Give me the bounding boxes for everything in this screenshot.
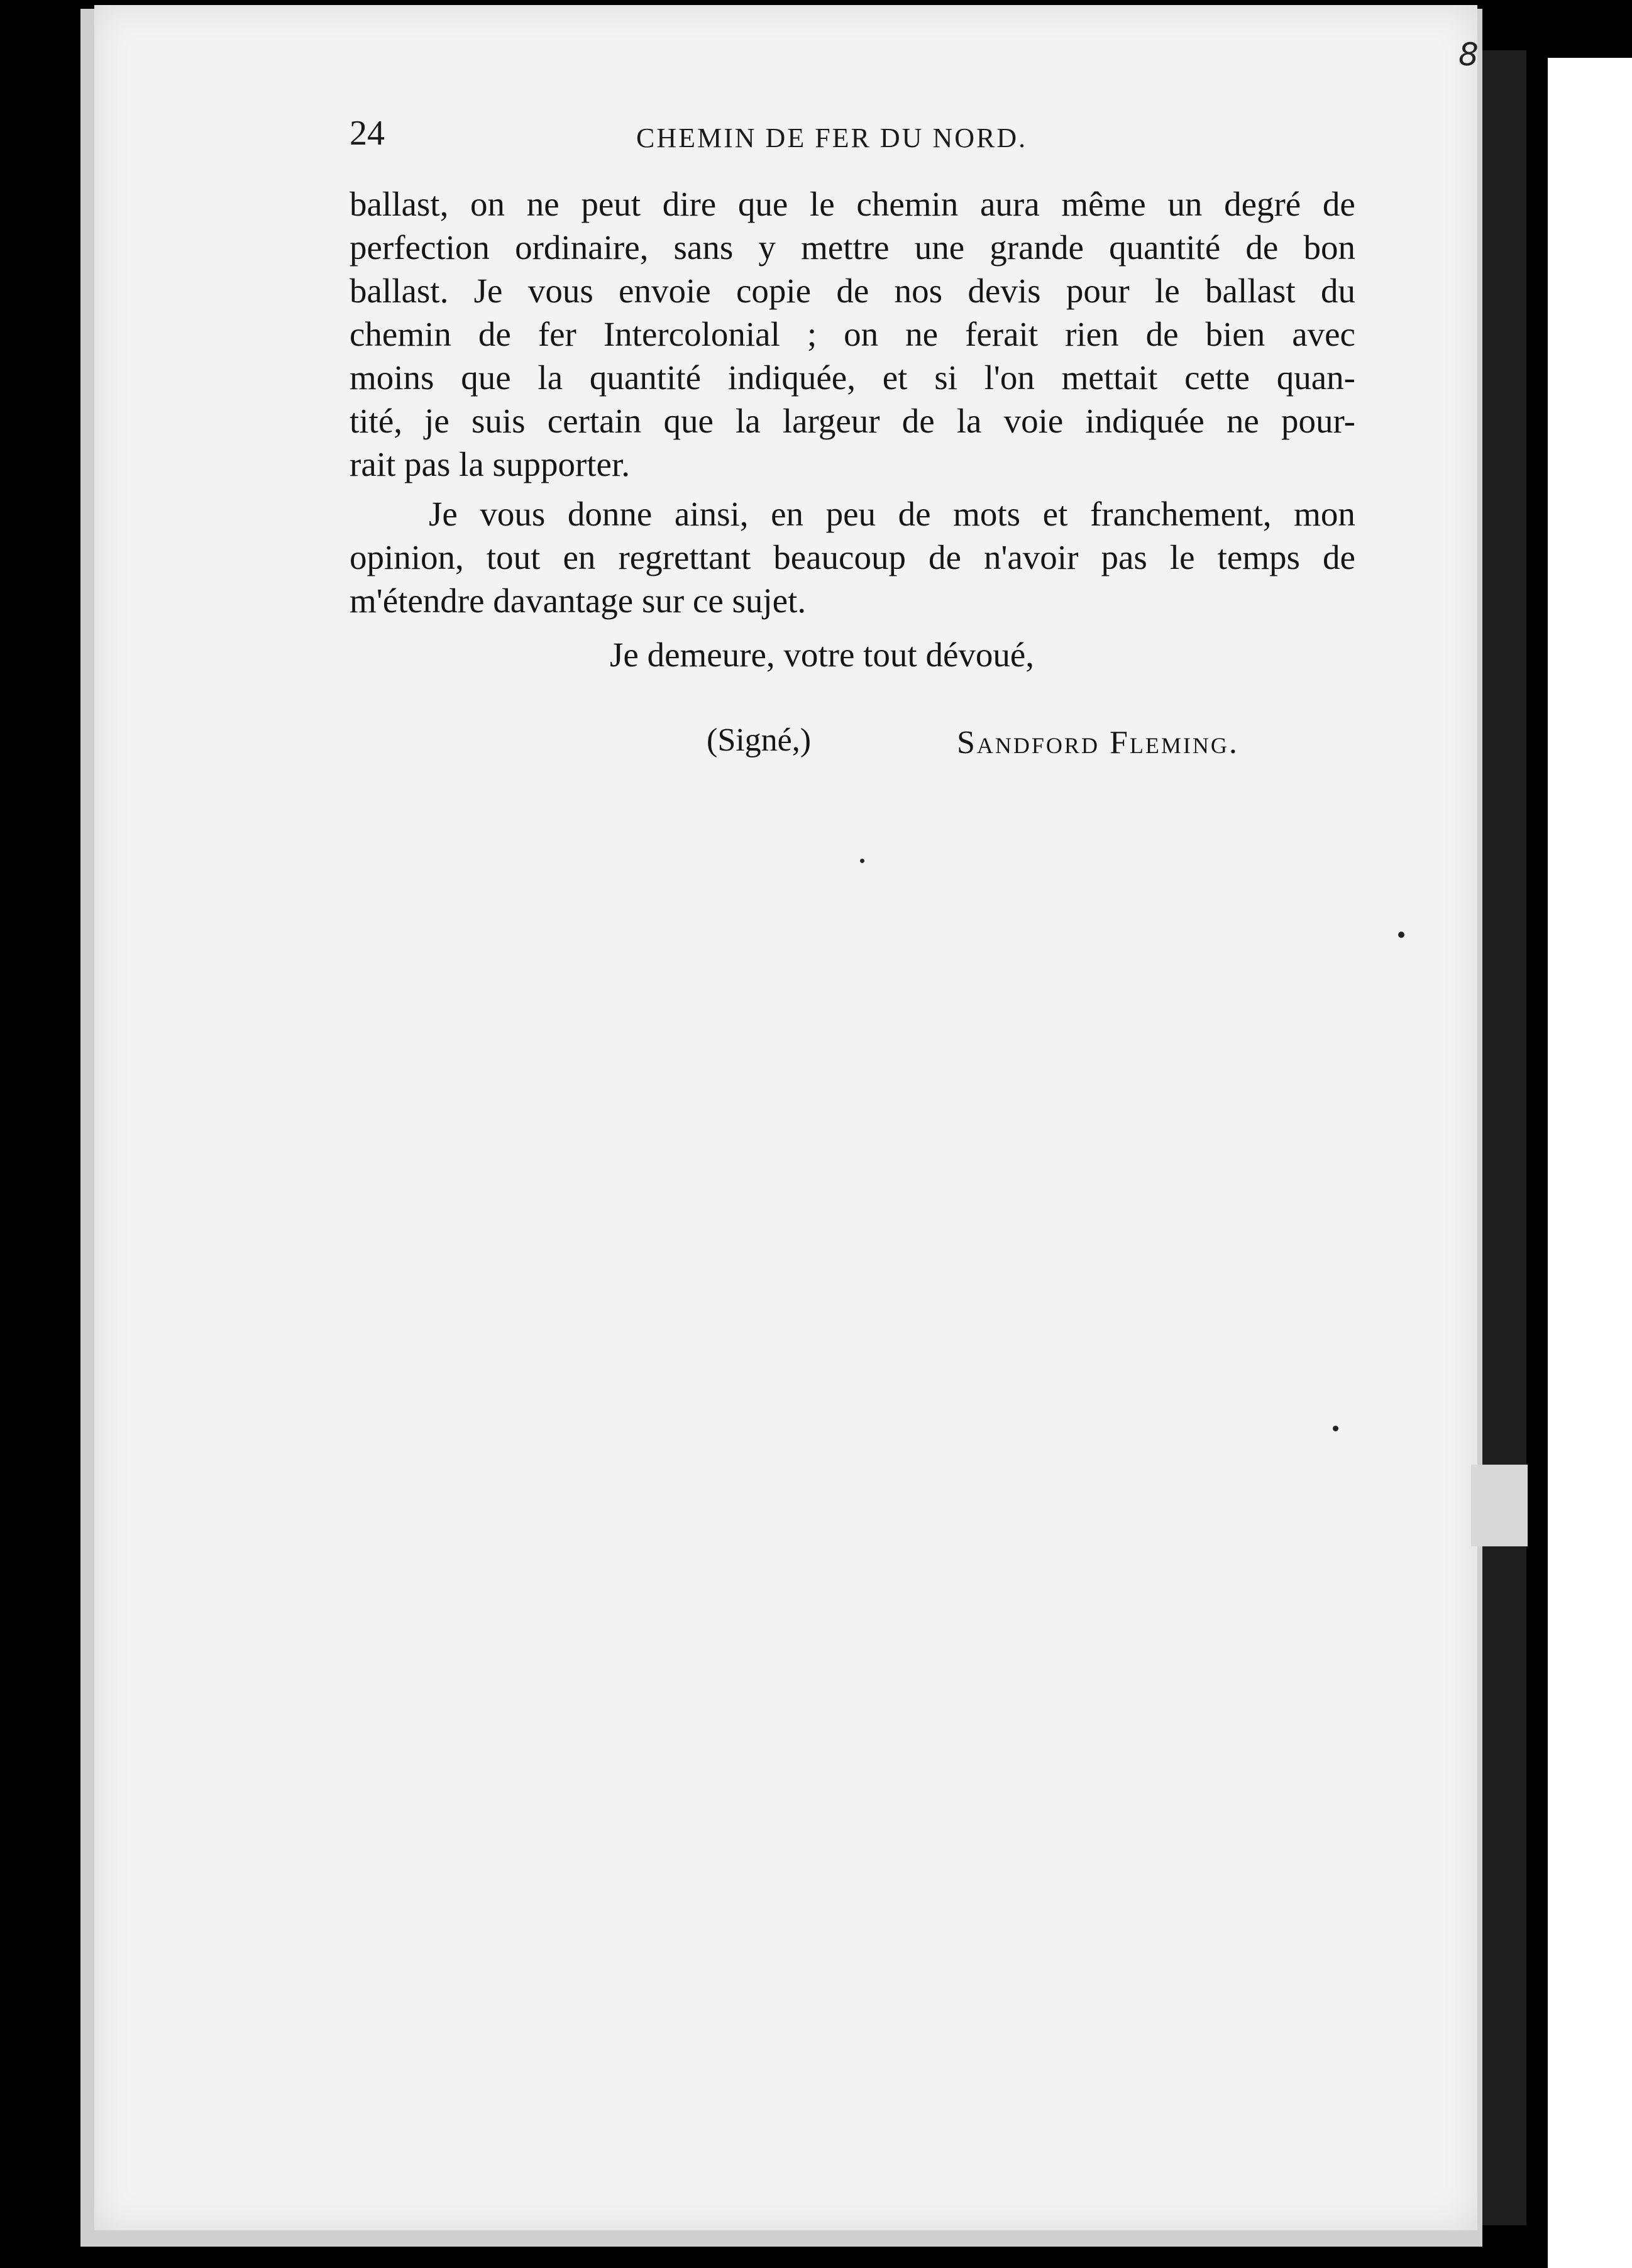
word: de <box>901 402 935 440</box>
word: ainsi, <box>674 495 749 533</box>
letter-body <box>350 182 1355 622</box>
word: envoie <box>619 272 711 310</box>
word: ferait <box>965 315 1039 353</box>
word: moins <box>350 358 434 397</box>
word: la <box>735 402 761 440</box>
word: le <box>1169 538 1195 576</box>
word: avec <box>1292 315 1355 353</box>
word: quantité <box>1109 228 1221 267</box>
word: de <box>1323 538 1355 576</box>
word: n'avoir <box>983 538 1079 576</box>
word: de <box>1245 228 1279 267</box>
word: la <box>538 358 563 397</box>
word: chemin <box>856 185 959 223</box>
word: le <box>1155 272 1180 310</box>
word: du <box>1320 272 1355 310</box>
page-header <box>350 113 1355 163</box>
word: pour <box>1066 272 1130 310</box>
word: je <box>424 402 449 440</box>
word: ballast. <box>350 272 449 310</box>
word: peut <box>581 185 641 223</box>
word: grande <box>990 228 1084 267</box>
word: ballast <box>1205 272 1296 310</box>
signature-block <box>350 722 1355 772</box>
word: y <box>758 228 776 267</box>
word: regrettant <box>618 538 751 576</box>
word: degré <box>1224 185 1301 223</box>
word: l'on <box>984 358 1035 397</box>
word: vous <box>527 272 593 310</box>
text-line <box>350 182 1355 226</box>
word: largeur <box>782 402 880 440</box>
word: sans <box>673 228 734 267</box>
word: mots <box>953 495 1021 533</box>
word: même <box>1061 185 1146 223</box>
text-line: m'étendre davantage sur ce sujet. <box>350 581 807 620</box>
outer-margin <box>1548 58 1632 2268</box>
word: tité, <box>350 402 403 440</box>
word: fer <box>538 315 576 353</box>
word: bon <box>1303 228 1355 267</box>
word: quan- <box>1276 358 1355 397</box>
word: si <box>934 358 957 397</box>
word: ne <box>1226 402 1259 440</box>
word: la <box>956 402 982 440</box>
word: tout <box>486 538 541 576</box>
paragraph-1 <box>350 182 1355 486</box>
word: de <box>1322 185 1355 223</box>
word: que <box>737 185 788 223</box>
word: temps <box>1217 538 1300 576</box>
text-line <box>350 536 1355 579</box>
scan-speck <box>1333 1426 1338 1431</box>
closing-line: Je demeure, votre tout dévoué, <box>610 636 1035 674</box>
word: de <box>478 315 511 353</box>
word: peu <box>825 495 876 533</box>
text-line <box>350 312 1355 356</box>
word: devis <box>968 272 1041 310</box>
word: ne <box>905 315 939 353</box>
word: pas <box>1101 538 1147 576</box>
word: pour- <box>1281 402 1355 440</box>
word: franchement, <box>1089 495 1272 533</box>
scan-speck <box>1398 932 1404 938</box>
signatory-name: Sandford Fleming. <box>957 725 1239 761</box>
word: mettre <box>801 228 890 267</box>
word: ; <box>807 315 817 353</box>
word: chemin <box>350 315 451 353</box>
word: on <box>844 315 879 353</box>
word: quantité <box>589 358 702 397</box>
word: certain <box>547 402 642 440</box>
scan-speck <box>860 859 864 863</box>
word: cette <box>1184 358 1250 397</box>
word: Intercolonial <box>603 315 780 353</box>
word: ballast, <box>350 185 449 223</box>
word: donne <box>567 495 653 533</box>
word: opinion, <box>350 538 464 576</box>
word: le <box>810 185 835 223</box>
word: mettait <box>1061 358 1158 397</box>
text-line <box>350 356 1355 399</box>
word: en <box>563 538 596 576</box>
word: suis <box>471 402 526 440</box>
word: voie <box>1003 402 1064 440</box>
word: vous <box>480 495 546 533</box>
word: perfection <box>350 228 490 267</box>
word: dire <box>662 185 717 223</box>
spine-tab <box>1471 1465 1528 1546</box>
word: nos <box>894 272 943 310</box>
text-line <box>350 226 1355 269</box>
text-line <box>350 399 1355 443</box>
word: un <box>1167 185 1203 223</box>
text-line <box>350 492 1355 536</box>
page-number: 24 <box>350 114 385 153</box>
word: beaucoup <box>773 538 906 576</box>
word: et <box>882 358 908 397</box>
word: une <box>914 228 965 267</box>
book-spine-edge <box>1476 50 1526 2225</box>
word: de <box>836 272 869 310</box>
word: ordinaire, <box>515 228 649 267</box>
word: copie <box>736 272 812 310</box>
word: et <box>1042 495 1068 533</box>
word: en <box>771 495 804 533</box>
word: rien <box>1065 315 1119 353</box>
word: indiquée <box>1085 402 1205 440</box>
word: que <box>461 358 511 397</box>
text-line: rait pas la supporter. <box>350 445 630 483</box>
word: ne <box>526 185 560 223</box>
running-title: CHEMIN DE FER DU NORD. <box>636 123 1028 153</box>
text-line <box>350 269 1355 312</box>
word: on <box>470 185 505 223</box>
word: Je <box>473 272 503 310</box>
word: de <box>1145 315 1179 353</box>
word: bien <box>1205 315 1265 353</box>
signed-label: (Signé,) <box>707 722 812 758</box>
word: de <box>929 538 961 576</box>
word: de <box>898 495 931 533</box>
word: aura <box>979 185 1040 223</box>
corner-mark: 8 <box>1458 36 1479 73</box>
word: mon <box>1294 495 1355 533</box>
word: indiquée, <box>727 358 856 397</box>
paragraph-2 <box>350 492 1355 622</box>
word: que <box>663 402 714 440</box>
word: Je <box>429 495 458 533</box>
